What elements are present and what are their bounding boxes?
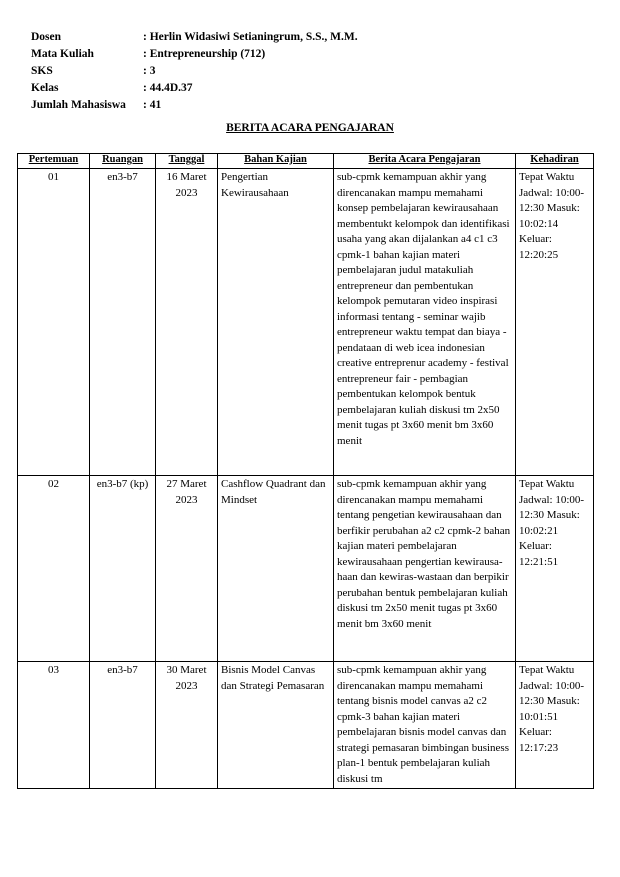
cell-pertemuan: 01 — [18, 169, 90, 476]
header-value: : Entrepreneurship (712) — [143, 48, 266, 60]
table-header-row — [18, 154, 594, 169]
cell-berita-acara: sub-cpmk kemampuan akhir yang direncanakan mampu memahami konsep pembelajaran kewirausahaan membentukt kelompok dan identifikasi usaha yang akan dijalankan a4 c1 c3 cpmk-1 bahan kajian materi pembelajaran judul matakuliah entrepreneur dan pembentukan kelompok pemutaran video inspirasi informasi tentang - seminar wajib entrepreneur waktu tempat dan biaya - pendataan di web icea indonesian creative entreprenur academy - festival entrepreneur fair - pembagian pembentukan kelompok bentuk pembelajaran kuliah diskusi tm 2x50 menit tugas pt 3x60 menit bm 3x60 menit — [334, 169, 516, 476]
header-row-jumlah-mahasiswa — [31, 97, 358, 114]
column-header-pertemuan: Pertemuan — [18, 154, 90, 169]
cell-tanggal: 30 Maret 2023 — [156, 662, 218, 789]
document-title: BERITA ACARA PENGAJARAN — [226, 122, 394, 134]
cell-kehadiran: Tepat Waktu Jadwal: 10:00-12:30 Masuk: 10:01:51 Keluar: 12:17:23 — [516, 662, 594, 789]
cell-pertemuan: 03 — [18, 662, 90, 789]
header-value: : 41 — [143, 99, 162, 111]
cell-kehadiran: Tepat Waktu Jadwal: 10:00-12:30 Masuk: 10:02:14 Keluar: 12:20:25 — [516, 169, 594, 476]
table-row — [18, 476, 594, 662]
header-row-sks — [31, 63, 358, 80]
header-value: : 3 — [143, 65, 156, 77]
cell-tanggal: 16 Maret 2023 — [156, 169, 218, 476]
cell-tanggal: 27 Maret 2023 — [156, 476, 218, 662]
cell-berita-acara: sub-cpmk kemampuan akhir yang direncanakan mampu memahami tentang bisnis model canvas a2 c2 cpmk-3 bahan kajian materi pembelajaran bisnis model canvas dan strategi pemasaran bimbingan business plan-1 bentuk pembelajaran kuliah diskusi tm — [334, 662, 516, 789]
header-row-mata-kuliah — [31, 46, 358, 63]
column-header-berita-acara: Berita Acara Pengajaran — [334, 154, 516, 169]
header-label: Mata Kuliah — [31, 48, 94, 60]
column-header-kehadiran: Kehadiran — [516, 154, 594, 169]
header-label: Jumlah Mahasiswa — [31, 99, 126, 111]
cell-bahan-kajian: Cashflow Quadrant dan Mindset — [218, 476, 334, 662]
header-label: SKS — [31, 65, 53, 77]
header-label: Dosen — [31, 31, 62, 43]
cell-ruangan: en3-b7 — [90, 169, 156, 476]
document-header — [31, 29, 358, 114]
column-header-tanggal: Tanggal — [156, 154, 218, 169]
column-header-ruangan: Ruangan — [90, 154, 156, 169]
cell-berita-acara: sub-cpmk kemampuan akhir yang direncanakan mampu memahami tentang pengetian kewirausahaan dan berfikir perubahan a2 c2 cpmk-2 bahan kajian materi pembelajaran kewirausahaan pengertian kewirausa-haan dan kewiras-wastaan dan berpikir perubahan bentuk pembelajaran kuliah diskusi tm 2x50 menit tugas pt 3x60 menit bm 3x60 menit — [334, 476, 516, 662]
header-row-dosen — [31, 29, 358, 46]
table-row — [18, 662, 594, 789]
header-value: : 44.4D.37 — [143, 82, 193, 94]
cell-bahan-kajian: Bisnis Model Canvas dan Strategi Pemasaran — [218, 662, 334, 789]
column-header-bahan-kajian: Bahan Kajian — [218, 154, 334, 169]
cell-bahan-kajian: Pengertian Kewirausahaan — [218, 169, 334, 476]
attendance-table — [17, 153, 594, 789]
table-row — [18, 169, 594, 476]
header-value: : Herlin Widasiwi Setianingrum, S.S., M.M. — [143, 31, 358, 43]
header-row-kelas — [31, 80, 358, 97]
cell-ruangan: en3-b7 — [90, 662, 156, 789]
cell-kehadiran: Tepat Waktu Jadwal: 10:00-12:30 Masuk: 10:02:21 Keluar: 12:21:51 — [516, 476, 594, 662]
cell-pertemuan: 02 — [18, 476, 90, 662]
header-label: Kelas — [31, 82, 59, 94]
cell-ruangan: en3-b7 (kp) — [90, 476, 156, 662]
